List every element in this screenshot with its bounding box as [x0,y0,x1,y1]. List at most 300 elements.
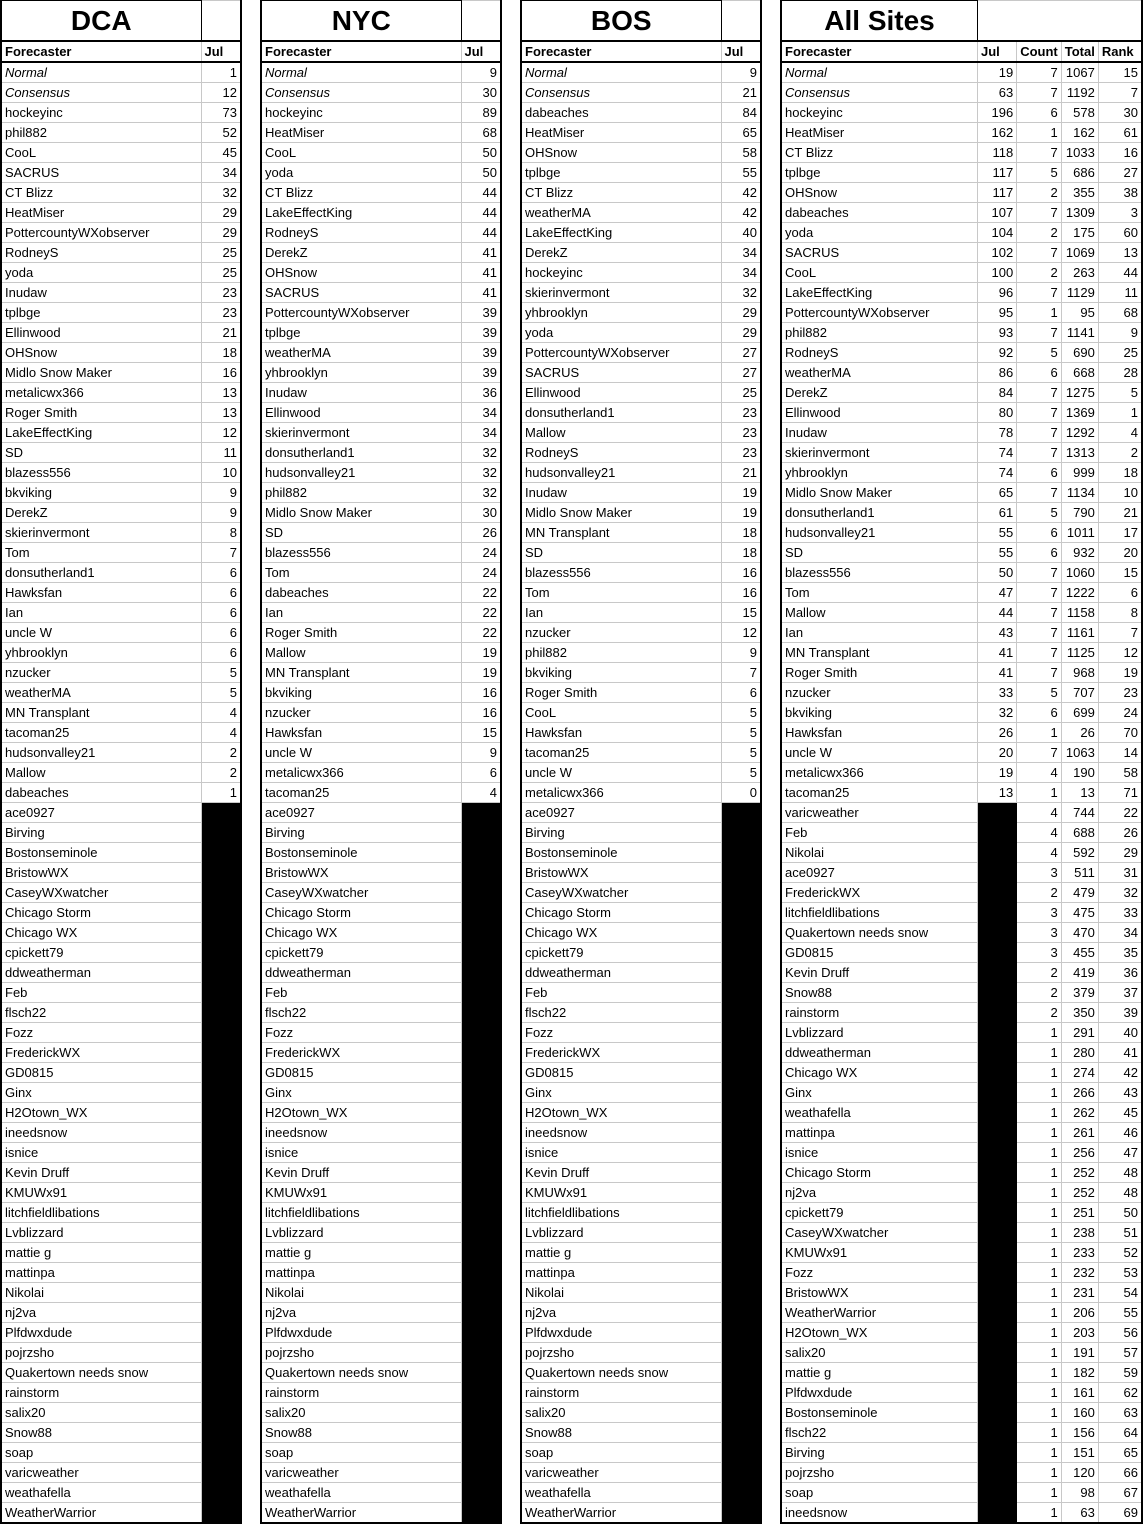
table-row [781,1342,1142,1362]
forecaster-name: bkviking [261,682,461,702]
forecaster-name: ddweatherman [521,962,721,982]
table-row [1,1402,241,1422]
jul-value [721,1062,761,1082]
rank-value: 60 [1098,222,1142,242]
jul-value [978,1282,1017,1302]
jul-value [461,1482,501,1502]
rank-value: 37 [1098,982,1142,1002]
count-value: 3 [1017,942,1062,962]
forecaster-name: Normal [521,62,721,83]
jul-value: 34 [201,162,241,182]
jul-value [721,982,761,1002]
forecaster-name: hudsonvalley21 [261,462,461,482]
forecaster-name: tacoman25 [781,782,978,802]
forecaster-name: SD [521,542,721,562]
jul-value [201,1302,241,1322]
table-row [261,1362,501,1382]
total-value: 1292 [1061,422,1098,442]
jul-value [978,1022,1017,1042]
table-row [261,1462,501,1482]
forecaster-name: SD [261,522,461,542]
table-row [1,262,241,282]
table-row [1,682,241,702]
count-value: 7 [1017,742,1062,762]
forecaster-name: FrederickWX [1,1042,201,1062]
table-row [781,442,1142,462]
jul-value: 29 [201,202,241,222]
table-row [1,622,241,642]
forecaster-name: H2Otown_WX [261,1102,461,1122]
forecaster-name: Ellinwood [261,402,461,422]
forecaster-name: pojrzsho [781,1462,978,1482]
jul-value: 41 [978,662,1017,682]
jul-value: 39 [461,302,501,322]
jul-value: 2 [201,742,241,762]
forecaster-name: Ellinwood [521,382,721,402]
jul-value [201,862,241,882]
count-value: 1 [1017,1202,1062,1222]
table-row [261,922,501,942]
jul-value: 27 [721,362,761,382]
table-row [1,562,241,582]
table-row [261,182,501,202]
jul-value [461,1322,501,1342]
table-row [781,842,1142,862]
jul-value [721,1282,761,1302]
forecaster-name: CT Blizz [781,142,978,162]
table-row [521,1362,761,1382]
jul-value: 16 [461,702,501,722]
forecaster-name: SD [1,442,201,462]
rank-value: 1 [1098,402,1142,422]
forecaster-name: HeatMiser [1,202,201,222]
jul-value: 40 [721,222,761,242]
forecaster-name: flsch22 [521,1002,721,1022]
rank-value: 66 [1098,1462,1142,1482]
table-row [1,542,241,562]
count-value: 1 [1017,1382,1062,1402]
jul-value [461,1502,501,1523]
table-row [1,182,241,202]
table-row [261,1242,501,1262]
jul-value: 32 [978,702,1017,722]
forecaster-name: Ginx [261,1082,461,1102]
jul-value [461,882,501,902]
jul-value [201,1382,241,1402]
forecaster-name: mattinpa [781,1122,978,1142]
table-row [781,642,1142,662]
column-header: Jul [201,41,241,62]
table-row [1,922,241,942]
jul-value: 21 [721,82,761,102]
jul-value: 162 [978,122,1017,142]
forecaster-name: Tom [261,562,461,582]
jul-value [461,1062,501,1082]
forecaster-name: Consensus [1,82,201,102]
jul-value [201,922,241,942]
jul-value: 5 [721,722,761,742]
all-sites-table [780,0,1143,1524]
jul-value [721,1102,761,1122]
count-value: 7 [1017,402,1062,422]
table-row [781,182,1142,202]
total-value: 1069 [1061,242,1098,262]
table-row [1,762,241,782]
forecaster-name: ineedsnow [781,1502,978,1523]
table-row [781,902,1142,922]
table-row [261,462,501,482]
table-row [781,542,1142,562]
forecaster-name: bkviking [781,702,978,722]
total-value: 999 [1061,462,1098,482]
forecaster-name: varicweather [261,1462,461,1482]
table-row [261,1262,501,1282]
forecaster-name: Chicago WX [1,922,201,942]
total-value: 1275 [1061,382,1098,402]
jul-value [461,1282,501,1302]
forecaster-name: tplbge [261,322,461,342]
table-row [781,1502,1142,1523]
rank-value: 11 [1098,282,1142,302]
table-row [1,1462,241,1482]
forecaster-name: metalicwx366 [1,382,201,402]
total-value: 263 [1061,262,1098,282]
table-row [781,782,1142,802]
column-header: Total [1061,41,1098,62]
forecaster-name: uncle W [781,742,978,762]
jul-value [461,1302,501,1322]
jul-value: 9 [721,642,761,662]
all-sites-panel [780,0,1143,1524]
table-row [1,402,241,422]
jul-value [978,1422,1017,1442]
jul-value [978,882,1017,902]
jul-value [721,1382,761,1402]
table-row [521,362,761,382]
table-row [521,922,761,942]
table-row [1,522,241,542]
forecaster-name: Nikolai [781,842,978,862]
table-row [1,282,241,302]
table-row [781,802,1142,822]
table-row [521,1122,761,1142]
table-row [781,242,1142,262]
table-row [1,982,241,1002]
table-row [1,602,241,622]
count-value: 3 [1017,902,1062,922]
jul-value: 55 [978,522,1017,542]
total-value: 203 [1061,1322,1098,1342]
table-row [1,802,241,822]
jul-value: 22 [461,582,501,602]
jul-value: 92 [978,342,1017,362]
table-row [781,1262,1142,1282]
jul-value: 39 [461,342,501,362]
count-value: 2 [1017,1002,1062,1022]
table-row [521,102,761,122]
forecaster-name: OHSnow [781,182,978,202]
total-value: 182 [1061,1362,1098,1382]
table-row [261,422,501,442]
forecaster-name: Kevin Druff [521,1162,721,1182]
forecaster-name: Bostonseminole [261,842,461,862]
forecaster-name: Bostonseminole [781,1402,978,1422]
nyc-table [260,0,502,1524]
table-row [781,1022,1142,1042]
forecaster-name: KMUWx91 [521,1182,721,1202]
forecaster-name: yoda [261,162,461,182]
table-row [521,542,761,562]
rank-value: 50 [1098,1202,1142,1222]
forecaster-name: Kevin Druff [261,1162,461,1182]
forecaster-name: Normal [1,62,201,83]
table-row [261,702,501,722]
jul-value [461,1162,501,1182]
jul-value: 22 [461,602,501,622]
jul-value [721,1302,761,1322]
table-row [521,1282,761,1302]
forecaster-name: GD0815 [521,1062,721,1082]
rank-value: 29 [1098,842,1142,862]
table-row [261,762,501,782]
title-spacer [201,1,241,41]
table-row [1,942,241,962]
jul-value [978,1462,1017,1482]
forecaster-name: ace0927 [261,802,461,822]
count-value: 2 [1017,222,1062,242]
table-row [1,102,241,122]
total-value: 744 [1061,802,1098,822]
count-value: 1 [1017,722,1062,742]
table-row [781,962,1142,982]
jul-value [721,962,761,982]
table-row [521,1242,761,1262]
forecaster-name: mattie g [781,1362,978,1382]
forecaster-name: Nikolai [521,1282,721,1302]
forecaster-name: blazess556 [261,542,461,562]
forecaster-name: RodneyS [521,442,721,462]
rank-value: 48 [1098,1182,1142,1202]
rank-value: 38 [1098,182,1142,202]
jul-value [201,1502,241,1523]
jul-value [721,882,761,902]
jul-value [721,1202,761,1222]
count-value: 1 [1017,1122,1062,1142]
nyc-title: NYC [261,1,461,41]
forecaster-name: rainstorm [261,1382,461,1402]
jul-value [721,1262,761,1282]
table-row [261,482,501,502]
count-value: 5 [1017,682,1062,702]
jul-value: 11 [201,442,241,462]
total-value: 707 [1061,682,1098,702]
table-row [781,1442,1142,1462]
rank-value: 45 [1098,1102,1142,1122]
count-value: 1 [1017,1222,1062,1242]
forecaster-name: Lvblizzard [261,1222,461,1242]
jul-value: 5 [201,682,241,702]
count-value: 7 [1017,282,1062,302]
table-row [261,1122,501,1142]
table-row [521,602,761,622]
jul-value [978,982,1017,1002]
table-row [261,102,501,122]
table-row [781,622,1142,642]
table-row [521,822,761,842]
table-row [1,1122,241,1142]
table-row [261,282,501,302]
table-row [261,1402,501,1422]
forecaster-name: MN Transplant [781,642,978,662]
forecaster-name: Inudaw [521,482,721,502]
forecaster-name: H2Otown_WX [781,1322,978,1342]
rank-value: 15 [1098,62,1142,83]
forecaster-name: Plfdwxdude [261,1322,461,1342]
rank-value: 8 [1098,602,1142,622]
title-spacer [721,1,761,41]
forecaster-name: flsch22 [781,1422,978,1442]
rank-value: 39 [1098,1002,1142,1022]
jul-value: 36 [461,382,501,402]
forecaster-name: BristowWX [781,1282,978,1302]
table-row [521,502,761,522]
jul-value [201,802,241,822]
table-row [1,1302,241,1322]
table-row [261,862,501,882]
table-row [261,522,501,542]
jul-value: 19 [721,482,761,502]
forecaster-name: hudsonvalley21 [1,742,201,762]
jul-value: 47 [978,582,1017,602]
jul-value [978,822,1017,842]
jul-value [978,862,1017,882]
forecaster-name: hockeyinc [261,102,461,122]
table-row [261,342,501,362]
table-row [1,442,241,462]
forecaster-name: metalicwx366 [781,762,978,782]
jul-value [461,1022,501,1042]
forecaster-name: Feb [261,982,461,1002]
forecaster-name: blazess556 [1,462,201,482]
column-header: Jul [721,41,761,62]
jul-value: 118 [978,142,1017,162]
table-row [1,1382,241,1402]
jul-value: 58 [721,142,761,162]
forecaster-name: Fozz [521,1022,721,1042]
jul-value: 5 [721,762,761,782]
table-row [1,462,241,482]
table-row [1,862,241,882]
jul-value: 23 [201,302,241,322]
table-row [781,862,1142,882]
table-row [781,122,1142,142]
table-row [1,1002,241,1022]
count-value: 7 [1017,662,1062,682]
table-row [261,1082,501,1102]
forecaster-name: FrederickWX [521,1042,721,1062]
jul-value [721,902,761,922]
forecaster-name: BristowWX [261,862,461,882]
forecaster-name: Lvblizzard [781,1022,978,1042]
jul-value [978,1502,1017,1523]
jul-value: 6 [201,562,241,582]
table-row [521,1462,761,1482]
table-row [781,822,1142,842]
table-row [261,842,501,862]
forecaster-name: yhbrooklyn [261,362,461,382]
table-row [261,162,501,182]
table-row [521,1342,761,1362]
jul-value: 73 [201,102,241,122]
jul-value: 74 [978,462,1017,482]
table-row [781,702,1142,722]
jul-value: 25 [201,262,241,282]
count-value: 6 [1017,362,1062,382]
jul-value: 6 [201,602,241,622]
jul-value [201,842,241,862]
forecaster-name: pojrzsho [261,1342,461,1362]
forecaster-name: nj2va [261,1302,461,1322]
table-row [781,102,1142,122]
rank-value: 67 [1098,1482,1142,1502]
dca-table [0,0,242,1524]
rank-value: 62 [1098,1382,1142,1402]
rank-value: 6 [1098,582,1142,602]
forecaster-name: Snow88 [781,982,978,1002]
table-row [521,642,761,662]
table-row [781,982,1142,1002]
total-value: 190 [1061,762,1098,782]
forecaster-name: cpickett79 [261,942,461,962]
jul-value [201,882,241,902]
count-value: 1 [1017,1502,1062,1523]
jul-value: 9 [721,62,761,83]
rank-value: 64 [1098,1422,1142,1442]
forecaster-name: Inudaw [781,422,978,442]
jul-value [461,1222,501,1242]
jul-value [978,1182,1017,1202]
jul-value: 32 [201,182,241,202]
forecaster-name: litchfieldlibations [781,902,978,922]
jul-value: 32 [461,482,501,502]
total-value: 1313 [1061,442,1098,462]
jul-value: 34 [721,242,761,262]
rank-value: 47 [1098,1142,1142,1162]
table-row [261,442,501,462]
forecaster-name: Midlo Snow Maker [521,502,721,522]
forecaster-name: Midlo Snow Maker [261,502,461,522]
table-row [1,742,241,762]
forecaster-name: Birving [261,822,461,842]
column-header: Rank [1098,41,1142,62]
table-row [521,962,761,982]
forecaster-name: litchfieldlibations [521,1202,721,1222]
forecaster-name: nj2va [521,1302,721,1322]
count-value: 7 [1017,142,1062,162]
rank-value: 43 [1098,1082,1142,1102]
forecaster-name: MN Transplant [521,522,721,542]
rank-value: 15 [1098,562,1142,582]
forecaster-name: flsch22 [1,1002,201,1022]
jul-value: 13 [201,382,241,402]
forecaster-name: Chicago Storm [781,1162,978,1182]
rank-value: 4 [1098,422,1142,442]
jul-value [978,1342,1017,1362]
forecaster-name: Chicago WX [261,922,461,942]
forecaster-name: litchfieldlibations [261,1202,461,1222]
table-row [261,1342,501,1362]
table-row [521,742,761,762]
